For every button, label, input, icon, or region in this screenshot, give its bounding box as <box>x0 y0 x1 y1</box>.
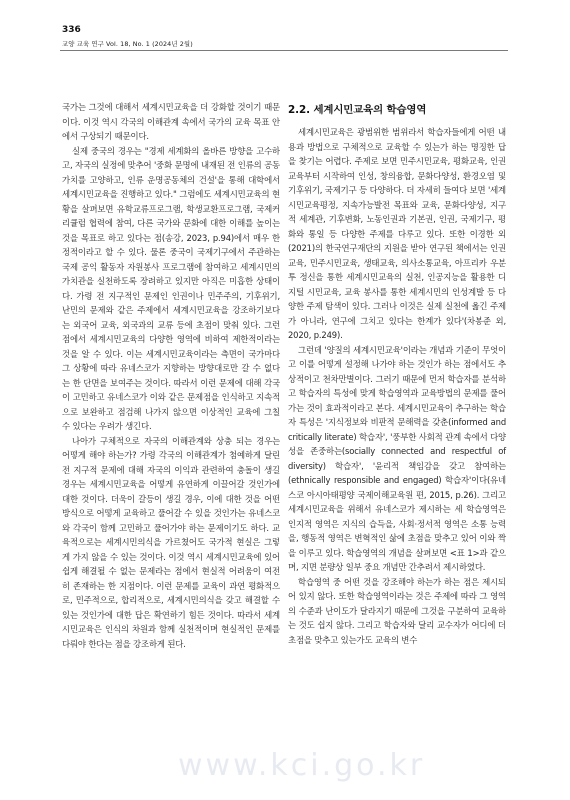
section-heading: 2.2. 세계시민교육의 학습영역 <box>288 104 427 116</box>
left-paragraph-1: 국가는 그것에 대해서 세계시민교육을 더 강화할 것이기 때문이다. 이것 역시 각국의 이해관계 속에서 국가의 교육 목표 안에서 구상되기 때문이다. <box>62 102 280 141</box>
page-number: 336 <box>62 25 81 35</box>
right-paragraph-2: 그런데 '양질의 세계시민교육'이라는 개념과 기준이 무엇이고 이를 어떻게 설정해 나가야 하는 것인가 하는 점에서도 추상적이고 천차만별이다. 그러기 때문에 먼저 학습자를 분석하고 학습자의 특성에 맞게 학습영역과 교육방법의 문제를 풀어가는 것이 효과적이라고 본다. 세계시민교육이 추구하는 학습자 특성은 '지식정보와 비판적 문해력을 갖춘(informed and critically literate) 학습자', '풍부한 사회적 관계 속에서 다양성을 존중하는(socially connected and respectful of diversity) 학습자', '윤리적 책임감을 갖고 참여하는(ethnically responsible and engaged) 학습자'이다(유네스코 아시아태평양 국제이해교육원 편, 2015, p.26). 그리고 세계시민교육을 위해서 유네스코가 제시하는 세 학습영역은 인지적 영역은 지식의 습득을, 사회·정서적 영역은 소통 능력을, 행동적 영역은 변혁적인 삶에 초점을 맞추고 있어 이와 짝을 이루고 있다. 학습영역의 개념을 살펴보면 <표 1>과 같으며, 지면 분량상 일부 중요 개념만 간추려서 제시하였다. <box>288 344 506 572</box>
watermark: www.kci.go.kr <box>178 748 426 783</box>
right-paragraph-1: 세계시민교육은 광범위한 범위라서 학습자들에게 어떤 내용과 방법으로 구체적으로 교육할 수 있는가 하는 명징한 답을 찾기는 어렵다. 주제로 보면 민주시민교육, 평화교육, 인권교육부터 시작하여 인성, 창의융합, 문화다양성, 환경오염 및 기후위기, 국제기구 등 다양하다. 더 자세히 들여다 보면 '세계시민교육평정, 지속가능발전 목표와 교육, 문화다양성, 지구적 세계관, 기후변화, 노동인권과 기본권, 인권, 국제기구, 평화와 통일 등 다양한 주제를 다루고 있다. 또한 이경한 외(2021)의 한국연구재단의 지원을 받아 연구된 책에서는 인권교육, 민주시민교육, 생태교육, 의사소통교육, 아프리카 우분투 정신을 통한 세계시민교육의 실천, 인공지능을 활용한 디지털 시민교육, 교육 봉사를 통한 세계시민의 인성계발 등 다양한 주제 탐색이 있다. 그러나 이것은 실제 실천에 옮긴 주제가 아니라, 연구에 그치고 있다는 한계가 있다'(차봉준 외, 2020, p.249). <box>288 127 506 340</box>
right-paragraph-3: 학습영역 중 어떤 것을 강조해야 하는가 하는 점은 제시되어 있지 않다. 또한 학습영역이라는 것은 주제에 따라 그 영역의 수준과 난이도가 달라지기 때문에 그것을 구분하여 교육하는 것도 쉽지 않다. 그리고 학습자와 달리 교수자가 어디에 더 초점을 맞추고 있는가도 교육의 변수 <box>288 576 506 645</box>
left-paragraph-2: 실제 중국의 경우는 "경제 세계화의 올바른 방향을 고수하고, 자국의 실정에 맞추어 '중화 문명에 내재된 전 인류의 공동 가치를 고양하고, 인류 운명공동체의 건설'을 통해 대학에서 세계시민교육을 진행하고 있다." 그럼에도 세계시민교육의 현황을 살펴보면 유학교류프로그램, 학생교환프로그램, 국제커리큘럼 협력에 참여, 다른 국가와 문화에 대한 이해를 높이는 것을 목표로 하고 있다는 점(송강, 2023, p.94)에서 매우 한정적이라고 할 수 있다. 물론 중국이 국제기구에서 주관하는 국제 공익 활동자 자원봉사 프로그램에 참여하고 세계시민의 가치관을 실천하도록 장려하고 있지만 아직은 미흡한 상태이다. 가령 전 지구적인 문제인 인권이나 민주주의, 기후위기, 난민의 문제와 같은 주제에서 세계시민교육을 강조하기보다는 외국어 교육, 외국과의 교류 등에 초점이 맞춰 있다. 그런 점에서 세계시민교육의 다양한 영역에 비하여 제한적이라는 것을 알 수 있다. 이는 세계시민교육이라는 측면이 국가마다 그 상황에 따라 유네스코가 지향하는 방향대로만 갈 수 없다는 한 단면을 보여주는 것이다. 따라서 이런 문제에 대해 각국이 고민하고 유네스코가 이와 같은 문제점을 인식하고 지속적으로 보완하고 점검해 나가지 않으면 이상적인 교육에 그칠 수 있다는 우려가 생긴다. <box>62 145 280 431</box>
right-column <box>288 103 506 647</box>
left-paragraph-3: 나아가 구체적으로 자국의 이해관계와 상충 되는 경우는 어떻게 해야 하는가? 가령 각국의 이해관계가 첨예하게 달린 전 지구적 문제에 대해 자국의 이익과 관련하여 충돌이 생길 경우는 세계시민교육을 어떻게 유연하게 이끌어갈 것인가에 대한 것이다. 더욱이 갈등이 생길 경우, 이에 대한 것을 어떤 방식으로 어떻게 교육하고 풀어갈 수 있을 것인가는 유네스코와 각국이 함께 고민하고 풀어가야 하는 문제이기도 하다. 교육적으로는 세계시민의식을 가르쳤어도 국가적 현실은 그렇게 가지 않을 수 있는 것이다. 이것 역시 세계시민교육에 있어 쉽게 해결될 수 없는 문제라는 점에서 현실적 어려움이 여전히 존재하는 한 지점이다. 이런 문제를 교육이 과연 평화적으로, 민주적으로, 합리적으로, 세계시민의식을 갖고 해결할 수 있는 것인가에 대한 답은 확연하기 힘든 것이다. 따라서 세계시민교육은 인식의 차원과 함께 실천적이며 현실적인 문제를 다뤄야 한다는 점을 강조하게 된다. <box>62 435 280 649</box>
left-column <box>62 100 280 651</box>
journal-info: 교양 교육 연구 Vol. 18, No. 1 (2024년 2월) <box>62 40 193 48</box>
header-divider <box>60 50 508 51</box>
